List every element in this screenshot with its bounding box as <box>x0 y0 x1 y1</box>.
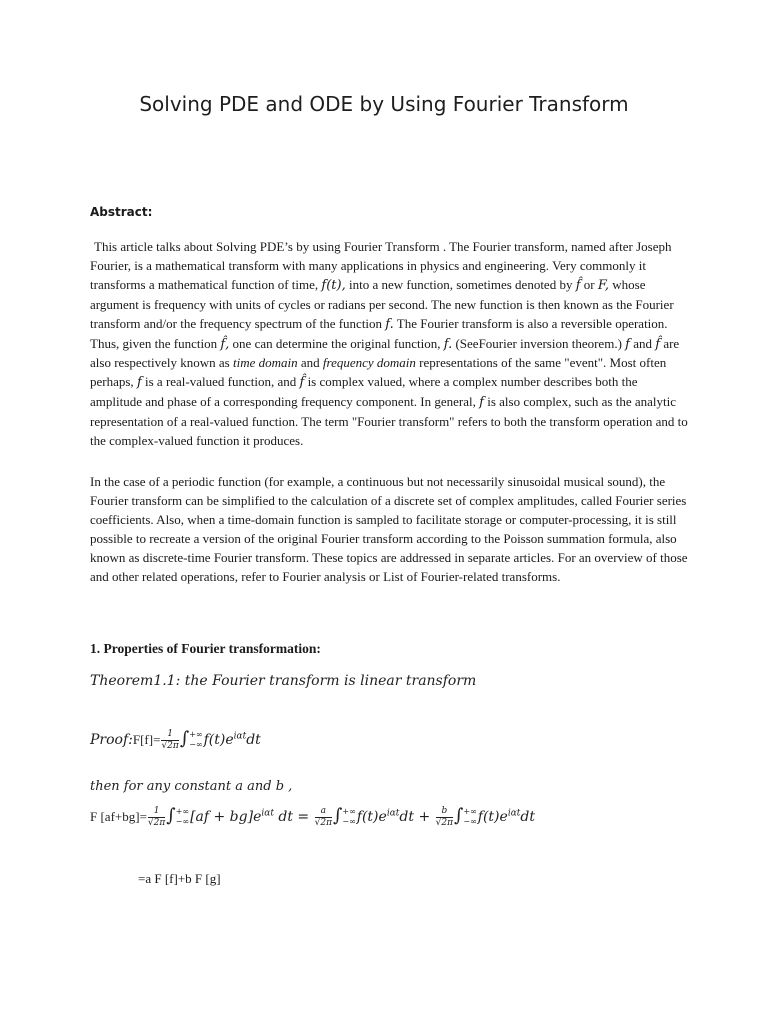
then-statement: then for any constant a and b , <box>90 779 293 794</box>
integral-sign: ∫ <box>179 728 190 749</box>
fraction: $\frac{1}{√2\pi}$ <box>161 728 179 751</box>
proof-equation: Proof:F[f]= $\frac{1}{√2\pi}$ ∫ +∞ −∞ $f(t)e^{i\alpha t}dt$ <box>90 728 261 751</box>
linearity-result: =a F [f]+b F [g] <box>138 871 221 886</box>
integral-limits: +∞ −∞ <box>189 730 203 749</box>
section-heading: 1. Properties of Fourier transformation: <box>90 641 321 656</box>
linearity-equation: F [af+bg]= $\frac{1}{√2\pi}$ ∫ +∞ −∞ $[af + bg]e^{i\alpha t}$ dt = $\frac{a}{√2\pi}$ ∫ +∞ −∞ $f(t)e^{i\alpha t}dt$ + $\frac{b}{√2\pi}$ ∫ +∞ −∞ $f(t)e^{i\alpha t}dt$ <box>90 805 535 828</box>
abstract-heading: Abstract: <box>90 205 153 219</box>
theorem-statement: Theorem1.1: the Fourier transform is linear transform <box>90 673 477 689</box>
abstract-paragraph-1: This article talks about Solving PDE’s by using Fourier Transform . The Fourier transform, named after Joseph Fourier, is a mathematical transform with many applications in physics and engineering. Very commonly it transforms a mathematical function of time, f(t), into a new function, sometimes denoted by f̂ or F, whose argument is frequency with units of cycles or radians per second. The new function is then known as the Fourier transform and/or the frequency spectrum of the function f. The Fourier transform is also a reversible operation. Thus, given the function f̂, one can determine the original function, f. (SeeFourier inversion theorem.) f and f̂ are also respectively known as time domain and frequency domain representations of the same "event". Most often perhaps, f is a real-valued function, and f̂ is complex valued, where a complex number describes both the amplitude and phase of a corresponding frequency component. In general, f is also complex, such as the analytic representation of a real-valued function. The term "Fourier transform" refers to both the transform operation and to the complex-valued function it produces. <box>90 239 688 449</box>
document-title: Solving PDE and ODE by Using Fourier Transform <box>139 92 629 116</box>
abstract-paragraph-2: In the case of a periodic function (for example, a continuous but not necessarily sinusoidal musical sound), the Fourier transform can be simplified to the calculation of a discrete set of complex amplitudes, called Fourier series coefficients. Also, when a time-domain function is sampled to facilitate storage or computer-processing, it is still possible to recreate a version of the original Fourier transform according to the Poisson summation formula, also known as discrete-time Fourier transform. These topics are addressed in separate articles. For an overview of those and other related operations, refer to Fourier analysis or List of Fourier-related transforms. <box>90 474 688 584</box>
